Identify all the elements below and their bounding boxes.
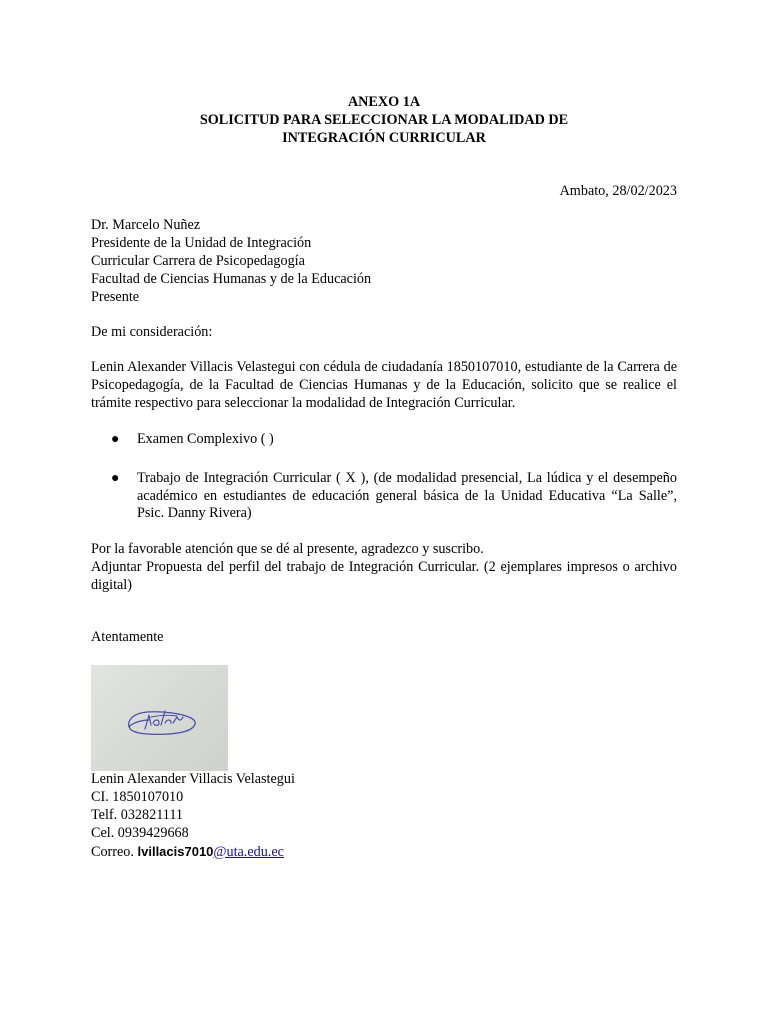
- title-line-3: INTEGRACIÓN CURRICULAR: [282, 130, 486, 146]
- bullet-icon: ●: [111, 432, 120, 447]
- option-text: Examen Complexivo ( ): [137, 431, 274, 447]
- signer-email: [91, 843, 295, 862]
- list-item: [91, 470, 677, 523]
- option-text: Trabajo de Integración Curricular ( X ), (de modalidad presencial, La lúdica y el desempeño académico en estudiantes de educación general básica de la Unidad Educativa “La Salle”, Psic. Danny Rivera): [137, 469, 677, 522]
- recipient-role-line-1: Presidente de la Unidad de Integración: [91, 234, 312, 251]
- closing-attach: Adjuntar Propuesta del perfil del trabajo de Integración Curricular. (2 ejemplares impresos o archivo digital): [91, 558, 677, 593]
- signer-phone: Telf. 032821111: [91, 806, 183, 823]
- bullet-icon: ●: [111, 470, 120, 486]
- list-item: [91, 431, 677, 449]
- closing-thanks: Por la favorable atención que se dé al presente, agradezco y suscribo.: [91, 541, 484, 557]
- recipient-faculty: Facultad de Ciencias Humanas y de la Educación: [91, 270, 372, 287]
- email-domain-link[interactable]: @uta.edu.ec: [213, 843, 284, 860]
- recipient-role-line-2: Curricular Carrera de Psicopedagogía: [91, 252, 305, 269]
- signature-scribble: [91, 665, 228, 771]
- signer-block: [91, 771, 295, 862]
- recipient-present: Presente: [91, 288, 140, 305]
- signer-ci: CI. 1850107010: [91, 788, 184, 805]
- signature-image: [91, 665, 228, 771]
- body-paragraph: Lenin Alexander Villacis Velastegui con cédula de ciudadanía 1850107010, estudiante de la Carrera de Psicopedagogía, de la Facultad de Ciencias Humanas y de la Educación, solicito que se realice el trámite respectivo para seleccionar la modalidad de Integración Curricular.: [91, 359, 677, 411]
- signer-name: Lenin Alexander Villacis Velastegui: [91, 771, 295, 787]
- closing-block: [91, 541, 677, 594]
- regards: Atentamente: [91, 629, 164, 645]
- signer-cell: Cel. 0939429668: [91, 824, 189, 841]
- title-line-1: ANEXO 1A: [347, 94, 421, 110]
- recipient-name: Dr. Marcelo Nuñez: [91, 217, 201, 233]
- title-line-2: SOLICITUD PARA SELECCIONAR LA MODALIDAD DE: [199, 112, 569, 128]
- options-list: [91, 431, 677, 523]
- salutation: De mi consideración:: [91, 324, 213, 340]
- email-label: Correo.: [91, 843, 138, 860]
- document-title: [91, 93, 677, 147]
- recipient-block: [91, 217, 371, 307]
- email-user: lvillacis7010: [137, 843, 214, 859]
- letter-date: Ambato, 28/02/2023: [559, 183, 677, 199]
